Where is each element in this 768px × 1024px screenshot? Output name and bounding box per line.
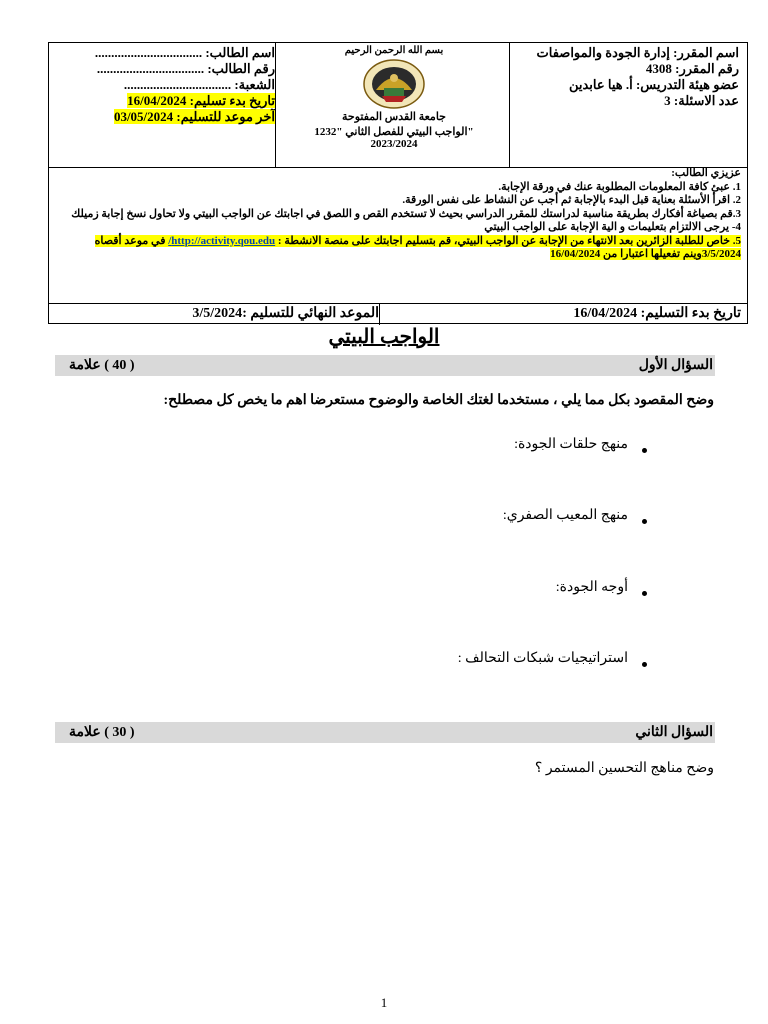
note-2: 2. اقرأ الأسئلة بعناية قبل البدء بالإجابة ثم أجب عن النشاط على نفس الورقة. — [402, 194, 741, 206]
bullet — [642, 519, 647, 524]
section-field[interactable]: الشعبة: ................................. — [123, 77, 275, 92]
university-logo — [362, 58, 426, 110]
q1-item-4: استراتيجيات شبكات التحالف : — [457, 651, 628, 666]
notes-greeting: عزيزي الطالب: — [671, 167, 741, 179]
question-1-mark: ( 40 ) علامة — [69, 358, 135, 373]
questions-count: عدد الاسئلة: 3 — [664, 93, 739, 108]
instructor: عضو هيئة التدريس: أ. هيا عابدين — [568, 77, 739, 92]
note-5-deadline: في موعد أقصاه 3/5/2024وينم تفعيلها اعتبارا من 16/04/2024 — [94, 234, 741, 260]
note-5 — [53, 235, 741, 262]
page-number: 1 — [380, 995, 388, 1010]
academic-year: 2023/2024 — [370, 138, 418, 150]
q1-item-3: أوجه الجودة: — [555, 580, 628, 595]
dates-final: الموعد النهائي للتسليم :3/5/2024 — [192, 306, 379, 321]
bullet — [642, 662, 647, 667]
bullet — [642, 448, 647, 453]
note-5-text: 5. خاص للطلبة الزائرين بعد الانتهاء من الإجابة عن الواجب البيتي، قم بتسليم اجابتك على منصة الانشطة : — [275, 234, 741, 247]
student-name-field[interactable]: اسم الطالب: ................................. — [94, 45, 275, 60]
question-1-label: السؤال الأول — [638, 358, 713, 373]
divider — [275, 43, 276, 167]
question-2-mark: ( 30 ) علامة — [69, 725, 135, 740]
divider — [379, 303, 380, 325]
instructions — [53, 167, 741, 262]
university-name: جامعة القدس المفتوحة — [342, 111, 446, 123]
divider — [49, 303, 747, 304]
assignment-semester: الواجب البيتي للفصل الثاني "1232" — [314, 126, 474, 138]
dates-start: تاريخ بدء التسليم: 16/04/2024 — [573, 306, 741, 321]
student-info — [69, 45, 275, 125]
page-title: الواجب البيتي — [328, 326, 440, 348]
student-number-field[interactable]: رقم الطالب: ................................. — [96, 61, 275, 76]
start-date: تاريخ بدء تسليم: 16/04/2024 — [127, 93, 275, 108]
note-1: 1. عبئ كافة المعلومات المطلوبة عنك في ورقة الإجابة. — [498, 180, 741, 193]
bullet — [642, 591, 647, 596]
note-4: 4- يرجى الالتزام بتعليمات و الية الإجابة على الواجب البيتي — [484, 221, 741, 233]
note-3: 3.قم بصياغة أفكارك بطريقة مناسبة لدراستك للمقرر الدراسي بحيث لا تستخدم القص و اللصق في اجابتك عن الواجب البيتي ولا تحاول نسخ إجابة زميلك — [71, 207, 741, 220]
question-2-label: السؤال الثاني — [635, 725, 713, 740]
university-block — [281, 43, 507, 165]
course-number: رقم المقرر: 4308 — [645, 61, 739, 76]
activity-link[interactable]: http://activity.qou.edu/ — [168, 234, 276, 247]
question-1-header — [55, 355, 715, 376]
course-info — [507, 45, 739, 109]
last-date: آخر موعد للتسليم: 03/05/2024 — [113, 109, 275, 124]
question-2-header — [55, 722, 715, 743]
header-table — [48, 42, 748, 324]
q1-item-1: منهج حلقات الجودة: — [514, 437, 628, 452]
course-name: اسم المقرر: إدارة الجودة والمواصفات — [536, 45, 739, 60]
bismillah: بسم الله الرحمن الرحيم — [344, 45, 444, 56]
question-1-prompt: وضح المقصود بكل مما يلي ، مستخدما لغتك الخاصة والوضوح مستعرضا اهم ما يخص كل مصطلح: — [163, 393, 714, 408]
question-2-prompt: وضح مناهج التحسين المستمر ؟ — [534, 761, 714, 776]
q1-item-2: منهج المعيب الصفري: — [502, 508, 628, 523]
